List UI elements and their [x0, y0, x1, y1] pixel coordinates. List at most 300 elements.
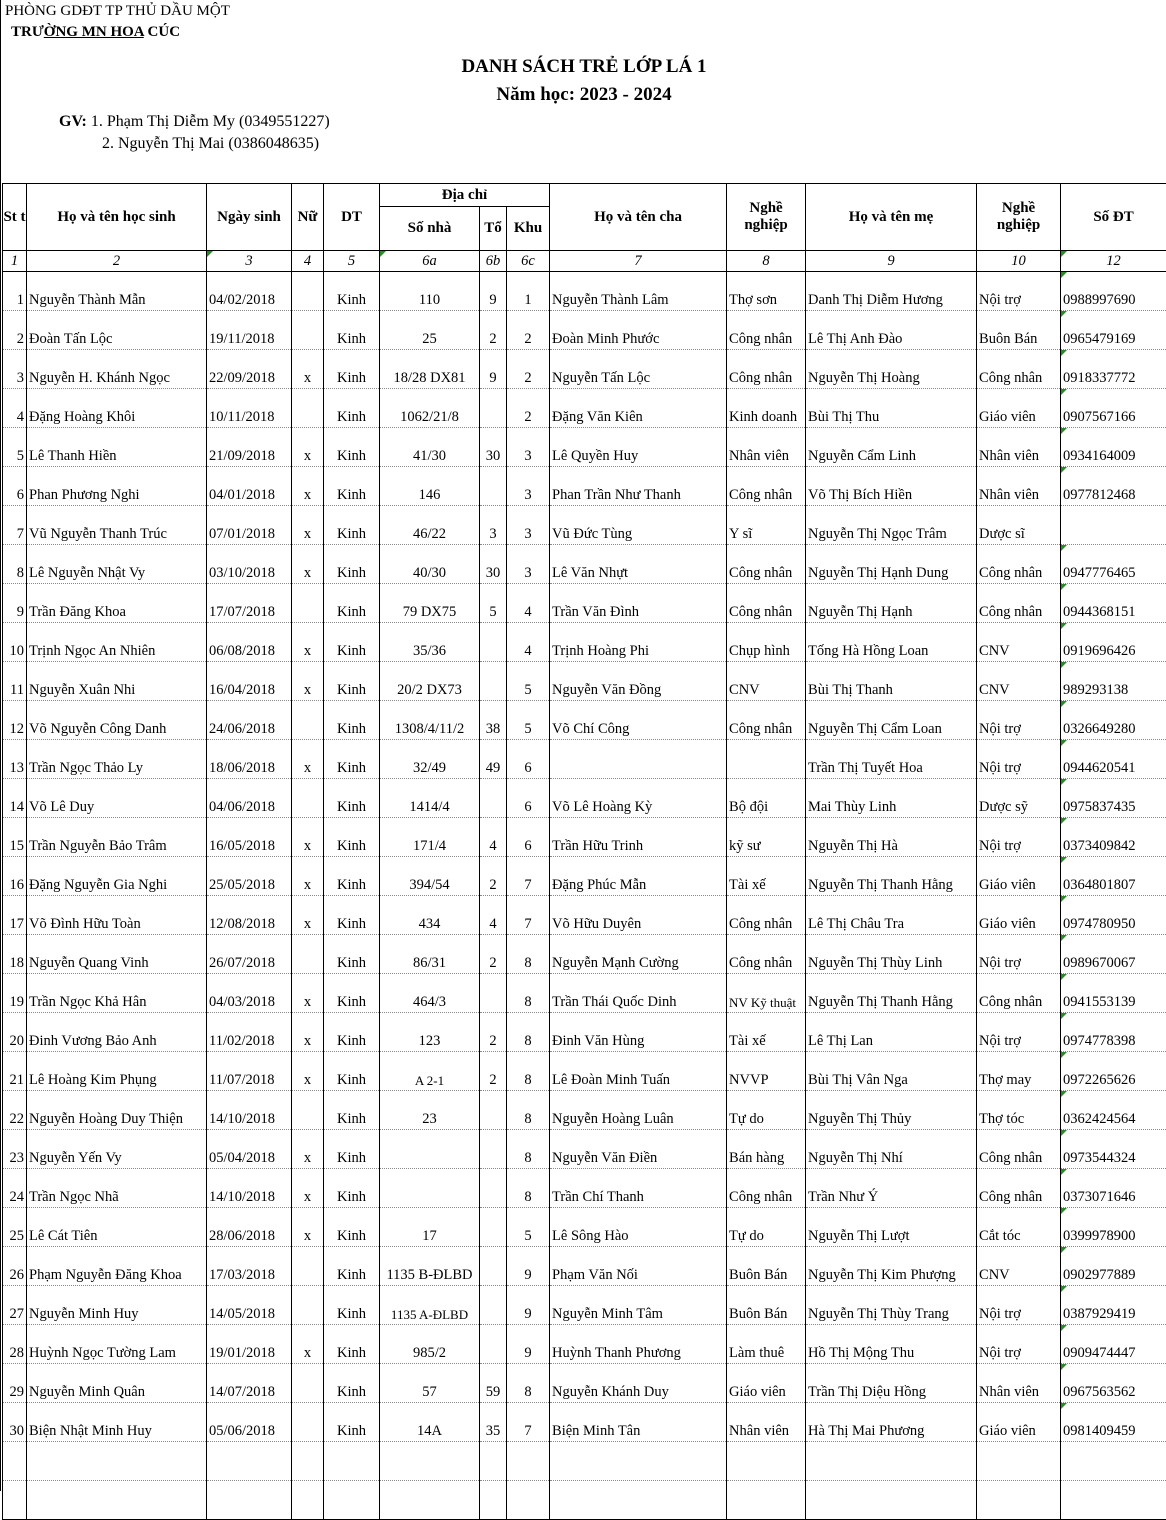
- to-cell: 49: [480, 740, 507, 779]
- to-cell: [480, 1247, 507, 1286]
- ethnic-cell: Kinh: [324, 740, 380, 779]
- father-name-cell: Lê Đoàn Minh Tuấn: [550, 1052, 727, 1091]
- female-cell: [292, 389, 324, 428]
- col-number-cell: 7: [550, 251, 727, 272]
- phone-cell: 0965479169: [1061, 311, 1166, 350]
- empty-cell: [324, 1442, 380, 1481]
- house-number-cell: 146: [380, 467, 480, 506]
- father-name-cell: Trần Chí Thanh: [550, 1169, 727, 1208]
- khu-cell: 8: [507, 1130, 550, 1169]
- document-title: DANH SÁCH TRẺ LỚP LÁ 1: [1, 56, 1166, 78]
- khu-cell: 9: [507, 1247, 550, 1286]
- stt-cell: 20: [3, 1013, 27, 1052]
- stt-cell: 25: [3, 1208, 27, 1247]
- father-job-cell: NV Kỹ thuật: [727, 974, 806, 1013]
- to-cell: [480, 1130, 507, 1169]
- khu-cell: 5: [507, 662, 550, 701]
- khu-cell: 8: [507, 935, 550, 974]
- father-job-cell: CNV: [727, 662, 806, 701]
- khu-cell: 4: [507, 584, 550, 623]
- phone-cell: 0326649280: [1061, 701, 1166, 740]
- stt-cell: 28: [3, 1325, 27, 1364]
- female-cell: x: [292, 1013, 324, 1052]
- ethnic-cell: Kinh: [324, 662, 380, 701]
- mother-name-cell: Bùi Thị Thanh: [806, 662, 977, 701]
- mother-job-cell: CNV: [977, 662, 1061, 701]
- mother-name-cell: Nguyễn Thị Hà: [806, 818, 977, 857]
- ethnic-cell: Kinh: [324, 1169, 380, 1208]
- student-name-cell: Nguyễn Minh Huy: [27, 1286, 207, 1325]
- ethnic-cell: Kinh: [324, 545, 380, 584]
- house-number-cell: [380, 1169, 480, 1208]
- ethnic-cell: Kinh: [324, 701, 380, 740]
- father-job-cell: Tài xế: [727, 1013, 806, 1052]
- dob-cell: 04/06/2018: [207, 779, 292, 818]
- ethnic-cell: Kinh: [324, 506, 380, 545]
- col-number-cell: 3: [207, 251, 292, 272]
- father-name-cell: Vũ Đức Tùng: [550, 506, 727, 545]
- dob-cell: 17/03/2018: [207, 1247, 292, 1286]
- student-name-cell: Nguyễn Quang Vinh: [27, 935, 207, 974]
- student-name-cell: Vũ Nguyễn Thanh Trúc: [27, 506, 207, 545]
- empty-cell: [1061, 1481, 1166, 1520]
- father-name-cell: Phan Trần Như Thanh: [550, 467, 727, 506]
- table-row: [3, 1091, 1166, 1130]
- female-cell: [292, 1403, 324, 1442]
- father-job-cell: Thợ sơn: [727, 272, 806, 311]
- phone-cell: 0947776465: [1061, 545, 1166, 584]
- table-row: [3, 896, 1166, 935]
- to-cell: [480, 779, 507, 818]
- phone-cell: 0972265626: [1061, 1052, 1166, 1091]
- female-cell: x: [292, 662, 324, 701]
- ethnic-cell: Kinh: [324, 1325, 380, 1364]
- house-number-cell: 1135 B-ĐLBD: [380, 1247, 480, 1286]
- table-row: [3, 1247, 1166, 1286]
- to-cell: 9: [480, 350, 507, 389]
- table-row: [3, 506, 1166, 545]
- table-row: [3, 779, 1166, 818]
- khu-cell: 2: [507, 350, 550, 389]
- table-row: [3, 584, 1166, 623]
- dob-cell: 05/04/2018: [207, 1130, 292, 1169]
- student-name-cell: Đinh Vương Bảo Anh: [27, 1013, 207, 1052]
- ethnic-cell: Kinh: [324, 1013, 380, 1052]
- house-number-cell: 86/31: [380, 935, 480, 974]
- house-number-cell: 464/3: [380, 974, 480, 1013]
- mother-name-cell: Hồ Thị Mộng Thu: [806, 1325, 977, 1364]
- student-name-cell: Huỳnh Ngọc Tường Lam: [27, 1325, 207, 1364]
- dob-cell: 21/09/2018: [207, 428, 292, 467]
- phone-cell: 989293138: [1061, 662, 1166, 701]
- female-cell: x: [292, 545, 324, 584]
- father-name-cell: Nguyễn Văn Điền: [550, 1130, 727, 1169]
- father-job-cell: Công nhân: [727, 896, 806, 935]
- dob-cell: 04/02/2018: [207, 272, 292, 311]
- col-number-cell: 8: [727, 251, 806, 272]
- mother-job-cell: CNV: [977, 623, 1061, 662]
- table-row: [3, 1169, 1166, 1208]
- stt-cell: 6: [3, 467, 27, 506]
- house-number-cell: 394/54: [380, 857, 480, 896]
- father-name-cell: Trần Hữu Trinh: [550, 818, 727, 857]
- stt-cell: 19: [3, 974, 27, 1013]
- mother-name-cell: Nguyễn Thị Thủy: [806, 1091, 977, 1130]
- ethnic-cell: Kinh: [324, 350, 380, 389]
- ethnic-cell: Kinh: [324, 1403, 380, 1442]
- female-cell: [292, 311, 324, 350]
- stt-cell: 15: [3, 818, 27, 857]
- student-name-cell: Đặng Hoàng Khôi: [27, 389, 207, 428]
- to-cell: [480, 1208, 507, 1247]
- female-cell: [292, 935, 324, 974]
- mother-name-cell: Nguyễn Cẩm Linh: [806, 428, 977, 467]
- ethnic-cell: Kinh: [324, 623, 380, 662]
- phone-cell: 0399978900: [1061, 1208, 1166, 1247]
- father-name-cell: Nguyễn Hoàng Luân: [550, 1091, 727, 1130]
- mother-name-cell: Mai Thùy Linh: [806, 779, 977, 818]
- stt-cell: 14: [3, 779, 27, 818]
- mother-job-cell: Công nhân: [977, 1169, 1061, 1208]
- col-to: Tổ: [480, 207, 507, 251]
- father-name-cell: Biện Minh Tân: [550, 1403, 727, 1442]
- father-job-cell: Công nhân: [727, 1169, 806, 1208]
- house-number-cell: [380, 1130, 480, 1169]
- house-number-cell: 40/30: [380, 545, 480, 584]
- empty-cell: [3, 1442, 27, 1481]
- dob-cell: 19/11/2018: [207, 311, 292, 350]
- mother-job-cell: Nhân viên: [977, 467, 1061, 506]
- mother-job-cell: Giáo viên: [977, 896, 1061, 935]
- father-job-cell: Công nhân: [727, 545, 806, 584]
- phone-cell: 0362424564: [1061, 1091, 1166, 1130]
- father-name-cell: Võ Lê Hoàng Kỳ: [550, 779, 727, 818]
- stt-cell: 17: [3, 896, 27, 935]
- dob-cell: 05/06/2018: [207, 1403, 292, 1442]
- mother-job-cell: Công nhân: [977, 545, 1061, 584]
- table-row: [3, 623, 1166, 662]
- father-job-cell: Công nhân: [727, 935, 806, 974]
- mother-job-cell: Công nhân: [977, 584, 1061, 623]
- phone-cell: 0373071646: [1061, 1169, 1166, 1208]
- mother-name-cell: Nguyễn Thị Ngọc Trâm: [806, 506, 977, 545]
- empty-cell: [806, 1442, 977, 1481]
- student-name-cell: Võ Lê Duy: [27, 779, 207, 818]
- female-cell: x: [292, 818, 324, 857]
- mother-name-cell: Nguyễn Thị Lượt: [806, 1208, 977, 1247]
- student-name-cell: Nguyễn Minh Quân: [27, 1364, 207, 1403]
- dob-cell: 25/05/2018: [207, 857, 292, 896]
- mother-name-cell: Bùi Thị Thu: [806, 389, 977, 428]
- female-cell: x: [292, 1208, 324, 1247]
- to-cell: [480, 389, 507, 428]
- empty-cell: [292, 1481, 324, 1520]
- empty-cell: [550, 1442, 727, 1481]
- female-cell: x: [292, 1130, 324, 1169]
- father-job-cell: NVVP: [727, 1052, 806, 1091]
- khu-cell: 8: [507, 1052, 550, 1091]
- mother-name-cell: Lê Thị Lan: [806, 1013, 977, 1052]
- father-name-cell: Lê Sông Hào: [550, 1208, 727, 1247]
- table-row: [3, 1052, 1166, 1091]
- father-job-cell: Bán hàng: [727, 1130, 806, 1169]
- phone-cell: [1061, 506, 1166, 545]
- female-cell: [292, 272, 324, 311]
- mother-job-cell: Công nhân: [977, 350, 1061, 389]
- to-cell: 4: [480, 896, 507, 935]
- dob-cell: 17/07/2018: [207, 584, 292, 623]
- father-job-cell: Kinh doanh: [727, 389, 806, 428]
- mother-name-cell: Danh Thị Diễm Hương: [806, 272, 977, 311]
- to-cell: 38: [480, 701, 507, 740]
- to-cell: 4: [480, 818, 507, 857]
- to-cell: [480, 1091, 507, 1130]
- father-name-cell: Lê Quyền Huy: [550, 428, 727, 467]
- stt-cell: 2: [3, 311, 27, 350]
- col-job-mother: Nghề nghiệp: [977, 184, 1061, 251]
- school-year: Năm học: 2023 - 2024: [1, 84, 1166, 106]
- table-row: [3, 428, 1166, 467]
- table-row: [3, 272, 1166, 311]
- col-number-cell: 6a: [380, 251, 480, 272]
- col-number-cell: 6b: [480, 251, 507, 272]
- mother-job-cell: Giáo viên: [977, 1403, 1061, 1442]
- student-name-cell: Đặng Nguyễn Gia Nghi: [27, 857, 207, 896]
- to-cell: [480, 974, 507, 1013]
- dob-cell: 18/06/2018: [207, 740, 292, 779]
- mother-job-cell: Nội trợ: [977, 1286, 1061, 1325]
- khu-cell: 8: [507, 1013, 550, 1052]
- mother-name-cell: Nguyễn Thị Hạnh Dung: [806, 545, 977, 584]
- table-row: [3, 1130, 1166, 1169]
- phone-cell: 0974780950: [1061, 896, 1166, 935]
- mother-job-cell: Buôn Bán: [977, 311, 1061, 350]
- to-cell: 2: [480, 1052, 507, 1091]
- female-cell: x: [292, 467, 324, 506]
- father-job-cell: Tự do: [727, 1208, 806, 1247]
- father-job-cell: Tài xế: [727, 857, 806, 896]
- empty-row: [3, 1481, 1166, 1520]
- house-number-cell: A 2-1: [380, 1052, 480, 1091]
- col-number-cell: 2: [27, 251, 207, 272]
- stt-cell: 12: [3, 701, 27, 740]
- empty-cell: [727, 1481, 806, 1520]
- student-name-cell: Trần Nguyễn Bảo Trâm: [27, 818, 207, 857]
- stt-cell: 7: [3, 506, 27, 545]
- student-name-cell: Lê Thanh Hiền: [27, 428, 207, 467]
- phone-cell: 0988997690: [1061, 272, 1166, 311]
- khu-cell: 8: [507, 1091, 550, 1130]
- father-job-cell: Chụp hình: [727, 623, 806, 662]
- female-cell: x: [292, 974, 324, 1013]
- dob-cell: 14/10/2018: [207, 1169, 292, 1208]
- table-row: [3, 662, 1166, 701]
- to-cell: 2: [480, 935, 507, 974]
- mother-name-cell: Nguyễn Thị Thanh Hằng: [806, 857, 977, 896]
- student-name-cell: Nguyễn Xuân Nhi: [27, 662, 207, 701]
- father-job-cell: Tự do: [727, 1091, 806, 1130]
- dob-cell: 14/10/2018: [207, 1091, 292, 1130]
- stt-cell: 24: [3, 1169, 27, 1208]
- col-khu: Khu: [507, 207, 550, 251]
- house-number-cell: 32/49: [380, 740, 480, 779]
- col-number-cell: 6c: [507, 251, 550, 272]
- khu-cell: 8: [507, 1364, 550, 1403]
- col-name: Họ và tên học sinh: [27, 184, 207, 251]
- ethnic-cell: Kinh: [324, 857, 380, 896]
- khu-cell: 3: [507, 545, 550, 584]
- father-name-cell: Nguyễn Thành Lâm: [550, 272, 727, 311]
- mother-job-cell: Nội trợ: [977, 818, 1061, 857]
- ethnic-cell: Kinh: [324, 1364, 380, 1403]
- female-cell: x: [292, 1052, 324, 1091]
- house-number-cell: 25: [380, 311, 480, 350]
- father-job-cell: Buôn Bán: [727, 1247, 806, 1286]
- dob-cell: 06/08/2018: [207, 623, 292, 662]
- dob-cell: 28/06/2018: [207, 1208, 292, 1247]
- student-name-cell: Lê Nguyễn Nhật Vy: [27, 545, 207, 584]
- mother-name-cell: Võ Thị Bích Hiền: [806, 467, 977, 506]
- ethnic-cell: Kinh: [324, 389, 380, 428]
- phone-cell: 0973544324: [1061, 1130, 1166, 1169]
- col-dob: Ngày sinh: [207, 184, 292, 251]
- female-cell: x: [292, 1325, 324, 1364]
- house-number-cell: 46/22: [380, 506, 480, 545]
- dob-cell: 16/05/2018: [207, 818, 292, 857]
- khu-cell: 8: [507, 974, 550, 1013]
- house-number-cell: 18/28 DX81: [380, 350, 480, 389]
- student-name-cell: Đoàn Tấn Lộc: [27, 311, 207, 350]
- house-number-cell: 110: [380, 272, 480, 311]
- father-name-cell: Trần Văn Đình: [550, 584, 727, 623]
- father-job-cell: Giáo viên: [727, 1364, 806, 1403]
- stt-cell: 8: [3, 545, 27, 584]
- empty-cell: [3, 1481, 27, 1520]
- ethnic-cell: Kinh: [324, 1286, 380, 1325]
- empty-cell: [977, 1442, 1061, 1481]
- female-cell: [292, 779, 324, 818]
- col-father: Họ và tên cha: [550, 184, 727, 251]
- table-row: [3, 1013, 1166, 1052]
- ethnic-cell: Kinh: [324, 584, 380, 623]
- father-name-cell: Huỳnh Thanh Phương: [550, 1325, 727, 1364]
- empty-cell: [27, 1481, 207, 1520]
- father-job-cell: Công nhân: [727, 467, 806, 506]
- phone-cell: 0919696426: [1061, 623, 1166, 662]
- khu-cell: 9: [507, 1286, 550, 1325]
- phone-cell: 0944620541: [1061, 740, 1166, 779]
- khu-cell: 7: [507, 1403, 550, 1442]
- house-number-cell: 1062/21/8: [380, 389, 480, 428]
- to-cell: 2: [480, 1013, 507, 1052]
- father-name-cell: Trần Thái Quốc Dinh: [550, 974, 727, 1013]
- khu-cell: 3: [507, 467, 550, 506]
- mother-name-cell: Nguyễn Thị Nhí: [806, 1130, 977, 1169]
- mother-job-cell: Dược sỹ: [977, 779, 1061, 818]
- table-row: [3, 857, 1166, 896]
- father-name-cell: Nguyễn Mạnh Cường: [550, 935, 727, 974]
- ethnic-cell: Kinh: [324, 935, 380, 974]
- female-cell: x: [292, 428, 324, 467]
- stt-cell: 23: [3, 1130, 27, 1169]
- col-stt: St t: [3, 184, 27, 251]
- father-name-cell: Nguyễn Minh Tâm: [550, 1286, 727, 1325]
- ethnic-cell: Kinh: [324, 896, 380, 935]
- father-job-cell: Công nhân: [727, 701, 806, 740]
- ethnic-cell: Kinh: [324, 272, 380, 311]
- female-cell: x: [292, 623, 324, 662]
- to-cell: 2: [480, 857, 507, 896]
- khu-cell: 6: [507, 779, 550, 818]
- empty-cell: [480, 1442, 507, 1481]
- mother-name-cell: Trần Thị Diệu Hồng: [806, 1364, 977, 1403]
- to-cell: 5: [480, 584, 507, 623]
- col-female: Nữ: [292, 184, 324, 251]
- ethnic-cell: Kinh: [324, 779, 380, 818]
- mother-job-cell: Cắt tóc: [977, 1208, 1061, 1247]
- phone-cell: 0974778398: [1061, 1013, 1166, 1052]
- mother-job-cell: Nội trợ: [977, 740, 1061, 779]
- female-cell: [292, 1091, 324, 1130]
- father-job-cell: kỹ sư: [727, 818, 806, 857]
- female-cell: [292, 701, 324, 740]
- dob-cell: 26/07/2018: [207, 935, 292, 974]
- house-number-cell: 1414/4: [380, 779, 480, 818]
- phone-cell: 0989670067: [1061, 935, 1166, 974]
- table-row: [3, 701, 1166, 740]
- khu-cell: 9: [507, 1325, 550, 1364]
- stt-cell: 21: [3, 1052, 27, 1091]
- dob-cell: 03/10/2018: [207, 545, 292, 584]
- dob-cell: 16/04/2018: [207, 662, 292, 701]
- table-row: [3, 1364, 1166, 1403]
- father-job-cell: Công nhân: [727, 584, 806, 623]
- student-name-cell: Võ Nguyễn Công Danh: [27, 701, 207, 740]
- to-cell: [480, 1286, 507, 1325]
- empty-cell: [806, 1481, 977, 1520]
- female-cell: x: [292, 506, 324, 545]
- female-cell: x: [292, 350, 324, 389]
- student-name-cell: Lê Cát Tiên: [27, 1208, 207, 1247]
- dob-cell: 19/01/2018: [207, 1325, 292, 1364]
- empty-cell: [207, 1442, 292, 1481]
- stt-cell: 1: [3, 272, 27, 311]
- female-cell: x: [292, 740, 324, 779]
- female-cell: x: [292, 896, 324, 935]
- house-number-cell: 1135 A-ĐLBD: [380, 1286, 480, 1325]
- empty-cell: [324, 1481, 380, 1520]
- ethnic-cell: Kinh: [324, 1052, 380, 1091]
- empty-cell: [27, 1442, 207, 1481]
- col-ethnic: DT: [324, 184, 380, 251]
- phone-cell: 0373409842: [1061, 818, 1166, 857]
- father-name-cell: Nguyễn Văn Đồng: [550, 662, 727, 701]
- col-phone: Số ĐT: [1061, 184, 1166, 251]
- mother-name-cell: Hà Thị Mai Phương: [806, 1403, 977, 1442]
- table-row: [3, 467, 1166, 506]
- father-name-cell: Đoàn Minh Phước: [550, 311, 727, 350]
- dob-cell: 11/07/2018: [207, 1052, 292, 1091]
- ethnic-cell: Kinh: [324, 467, 380, 506]
- phone-cell: 0941553139: [1061, 974, 1166, 1013]
- house-number-cell: 1308/4/11/2: [380, 701, 480, 740]
- empty-cell: [292, 1442, 324, 1481]
- female-cell: [292, 1247, 324, 1286]
- stt-cell: 11: [3, 662, 27, 701]
- house-number-cell: 17: [380, 1208, 480, 1247]
- house-number-cell: 23: [380, 1091, 480, 1130]
- empty-cell: [507, 1481, 550, 1520]
